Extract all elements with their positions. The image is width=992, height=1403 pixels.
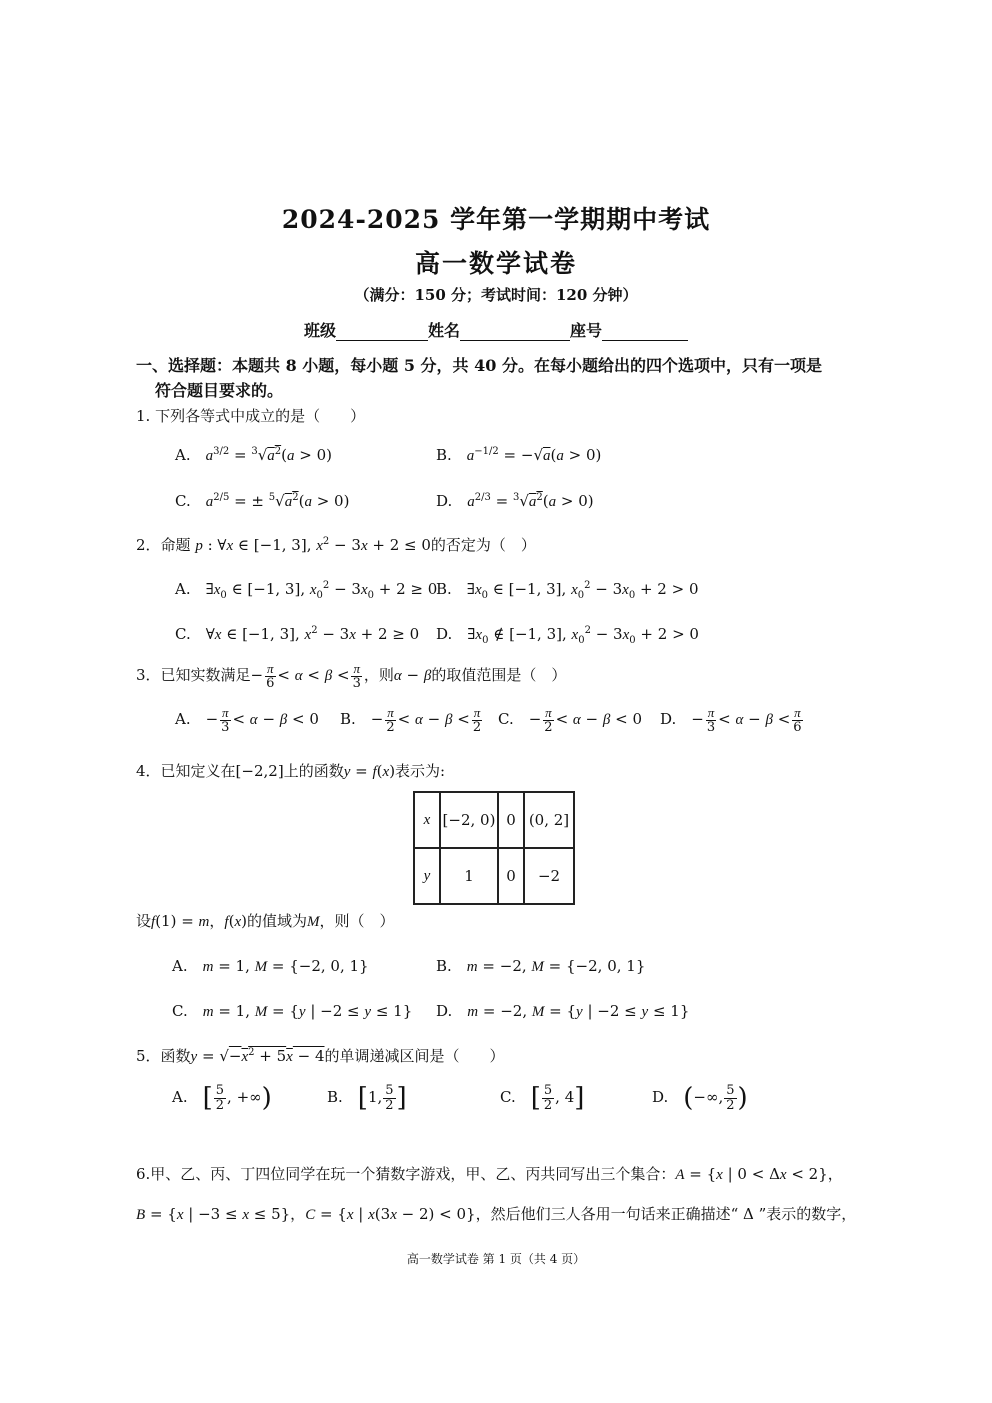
q5-stem: 5．函数$y = √-x^2 + 5x - 4$的单调递减区间是（ ） — [136, 1047, 505, 1065]
q2-stem-suffix: 的否定为（ ） — [430, 536, 536, 554]
q4-option-c: C. m = 1, M = {y | −2 ≤ y ≤ 1} — [172, 1002, 413, 1020]
q3-stem-mid: ，则 — [363, 666, 394, 685]
exam-title: 2024-2025 学年第一学期期中考试 — [281, 205, 711, 234]
name-label: 姓名 — [427, 321, 460, 340]
q4-followup: 设f(1) = m，f(x)的值域为M，则（ ） — [136, 912, 395, 930]
q2-option-a: A. $\exists x_0$ ∈ [−1, 3], $x_0^2 - 3x_0 + 2 \ge 0$ — [175, 580, 438, 601]
q1-stem: 1. 下列各等式中成立的是（ ） — [136, 407, 366, 425]
q4-stem: 4．已知定义在[−2,2]上的函数y = f(x)表示为: — [136, 762, 446, 780]
table-cell: 1 — [440, 848, 498, 904]
table-cell: 0 — [498, 848, 524, 904]
table-cell: −2 — [524, 848, 574, 904]
q2-option-d: D. $\exists x_0$ ∉ [−1, 3], $x_0^2 - 3x_0 + 2 > 0$ — [436, 625, 699, 646]
table-cell: 0 — [498, 792, 524, 848]
q5-stem-prefix: 5．函数 — [136, 1047, 191, 1065]
q2-stem-prefix: 2．命题 — [136, 536, 191, 554]
table-cell: x — [414, 792, 440, 848]
q4-option-d: D. m = −2, M = {y | −2 ≤ y ≤ 1} — [436, 1002, 690, 1020]
q4-follow-suffix: 则（ ） — [334, 912, 395, 930]
q5-option-c: C. [ $\frac{5}{2}$ , 4] — [500, 1082, 585, 1113]
q5-option-a: A. [ $\frac{5}{2}$ , +∞) — [172, 1082, 272, 1113]
q6-line1-text: 6.甲、乙、丙、丁四位同学在玩一个猜数字游戏，甲、乙、丙共同写出三个集合： — [136, 1165, 676, 1183]
class-label: 班级 — [303, 321, 336, 340]
section1-heading: 一、选择题：本题共 8 小题，每小题 5 分，共 40 分。在每小题给出的四个选项中，只有一项是 — [136, 356, 822, 375]
q4-follow-mid: ， — [209, 912, 225, 930]
q6-line1: 6.甲、乙、丙、丁四位同学在玩一个猜数字游戏，甲、乙、丙共同写出三个集合：A = {x | 0 < Δx < 2}， — [136, 1165, 843, 1183]
q5-option-d: D. (−∞, $\frac{5}{2}$ ) — [652, 1082, 748, 1113]
q5-stem-suffix: 的单调递减区间是（ ） — [324, 1047, 505, 1065]
q4-stem-prefix: 4．已知定义在 — [136, 762, 236, 780]
seat-blank[interactable] — [602, 322, 688, 341]
q1-option-c: C. $a^{2/5}$ = ± $^5√a^2(a > 0)$ — [175, 492, 350, 510]
table-row — [414, 848, 574, 904]
table-row — [414, 792, 574, 848]
name-blank[interactable] — [460, 322, 570, 341]
class-blank[interactable] — [336, 322, 428, 341]
q3-stem-suffix: 的取值范围是（ ） — [431, 666, 567, 685]
q1-option-a: A. $a^{3/2} = ^3√a^2(a > 0)$ — [175, 446, 332, 464]
student-info-line — [0, 318, 992, 341]
q4-function-table — [413, 791, 575, 905]
q3-stem: 3．已知实数满足− $\frac{\pi}{6}$ < α < β < $\frac{\pi}{3}$ ，则α − β的取值范围是（ ） — [136, 661, 567, 691]
q3-option-a: A. − $\frac{\pi}{3}$ < α − β < 0 — [175, 705, 319, 735]
q6-line2-text: 然后他们三人各用一句话来正确描述“ Δ ”表示的数字， — [490, 1205, 857, 1223]
exam-info: （满分：150 分；考试时间：120 分钟） — [354, 286, 638, 304]
q3-option-b: B. − $\frac{\pi}{2}$ < α − β < $\frac{\pi}{2}$ — [340, 705, 482, 735]
q2-option-b: B. $\exists x_0$ ∈ [−1, 3], $x_0^2 - 3x_0 + 2 > 0$ — [436, 580, 699, 601]
q4-stem-suffix: 表示为: — [395, 762, 446, 780]
seat-label: 座号 — [570, 321, 603, 340]
q4-follow-prefix: 设 — [136, 912, 152, 930]
q5-option-b: B. [1, $\frac{5}{2}$ ] — [327, 1082, 407, 1113]
q2-option-c: C. ∀x ∈ [−1, 3], $x^2 - 3x + 2 \ge 0$ — [175, 625, 420, 643]
q3-option-c: C. − $\frac{\pi}{2}$ < α − β < 0 — [498, 705, 643, 735]
q2-stem: 2．命题 p : ∀x ∈ [−1, 3], $x^2 - 3x + 2 \le 0$的否定为（ ） — [136, 536, 536, 554]
q4-stem-mid: 上的函数 — [283, 762, 344, 780]
q3-option-d: D. − $\frac{\pi}{3}$ < α − β < $\frac{\pi}{6}$ — [660, 705, 802, 735]
page-footer: 高一数学试卷 第 1 页（共 4 页） — [406, 1252, 586, 1266]
exam-subtitle: 高一数学试卷 — [414, 249, 577, 278]
q3-stem-prefix: 3．已知实数满足 — [136, 666, 251, 685]
section1-heading-cont: 符合题目要求的。 — [155, 381, 284, 400]
q4-option-a: A. m = 1, M = {−2, 0, 1} — [172, 957, 369, 975]
q4-follow-mid2: 的值域为 — [246, 912, 307, 930]
q1-option-d: D. $a^{2/3} = ^3√a^2(a > 0)$ — [436, 492, 594, 510]
q1-option-b: B. $a^{-1/2} = -√a(a > 0)$ — [436, 446, 602, 464]
table-cell: y — [414, 848, 440, 904]
q4-option-b: B. m = −2, M = {−2, 0, 1} — [436, 957, 646, 975]
table-cell: (0, 2] — [524, 792, 574, 848]
table-cell: [−2, 0) — [440, 792, 498, 848]
q6-line2: B = {x | −3 ≤ x ≤ 5}，C = {x | x(3x − 2) < 0}，然后他们三人各用一句话来正确描述“ Δ ”表示的数字， — [136, 1205, 857, 1223]
